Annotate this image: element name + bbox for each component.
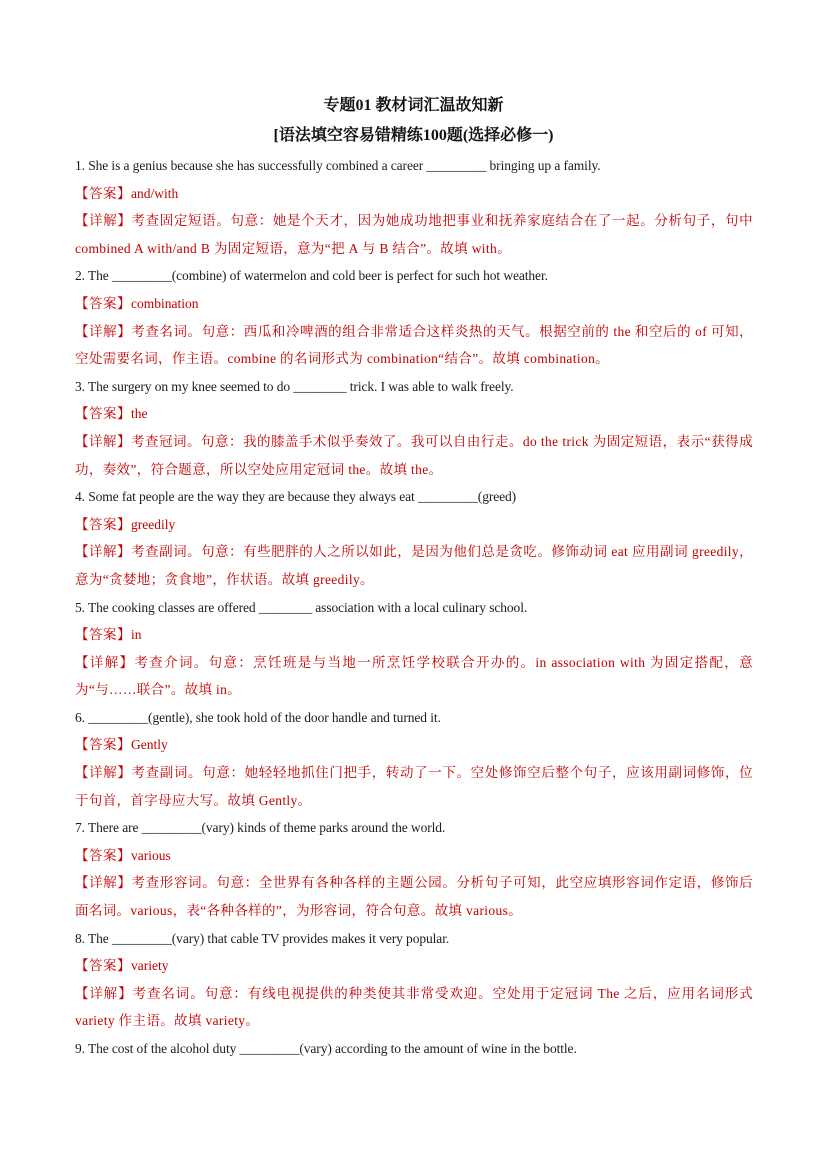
page-title: 专题01 教材词汇温故知新	[323, 97, 504, 114]
question-text: 2. The _________(combine) of watermelon and cold beer is perfect for such hot weather.	[75, 268, 548, 284]
detail-paragraph	[75, 538, 753, 593]
answer-value: combination	[131, 295, 199, 311]
answer-label: 【答案】	[75, 185, 131, 201]
answer-line	[75, 621, 753, 649]
detail-text: 考查名词。句意：有线电视提供的种类使其非常受欢迎。空处用于定冠词 The 之后，应用名词形式 variety 作主语。故填 variety。	[75, 985, 754, 1029]
detail-text: 考查名词。句意：西瓜和冷啤酒的组合非常适合这样炎热的天气。根据空前的 the 和空后的 of 可知，空处需要名词，作主语。combine 的名词形式为 combination“结合”。故填 combination。	[75, 323, 753, 367]
answer-label: 【答案】	[75, 847, 131, 863]
answer-label: 【答案】	[75, 295, 131, 311]
question-text: 7. There are _________(vary) kinds of theme parks around the world.	[75, 820, 446, 836]
question-text: 1. She is a genius because she has successfully combined a career _________ bringing up a family.	[75, 158, 601, 173]
answer-line	[75, 290, 753, 318]
answer-value: the	[131, 406, 148, 422]
detail-label: 【详解】	[75, 985, 133, 1001]
question-text: 8. The _________(vary) that cable TV provides makes it very popular.	[75, 930, 450, 946]
question-text: 6. _________(gentle), she took hold of the door handle and turned it.	[75, 709, 441, 725]
answer-line	[75, 400, 753, 428]
answer-line	[75, 842, 753, 870]
detail-label: 【详解】	[75, 765, 132, 781]
question-text: 9. The cost of the alcohol duty _________(vary) according to the amount of wine in the bottle.	[75, 1041, 577, 1056]
question-text: 3. The surgery on my knee seemed to do ________ trick. I was able to walk freely.	[75, 378, 514, 394]
detail-label: 【详解】	[75, 213, 132, 229]
detail-text: 考查形容词。句意：全世界有各种各样的主题公园。分析句子可知，此空应填形容词作定语，修饰后面名词。various，表“各种各样的”，为形容词，符合句意。故填 various。	[75, 875, 753, 919]
answer-label: 【答案】	[75, 516, 131, 532]
detail-label: 【详解】	[75, 323, 132, 339]
detail-label: 【详解】	[75, 544, 132, 560]
answer-value: greedily	[131, 516, 176, 532]
detail-text: 考查副词。句意：有些肥胖的人之所以如此，是因为他们总是贪吃。修饰动词 eat 应用副词 greedily，意为“贪婪地；贪食地”，作状语。故填 greedily。	[75, 544, 754, 587]
answer-label: 【答案】	[75, 958, 131, 974]
answer-value: various	[131, 847, 171, 863]
detail-paragraph	[75, 759, 753, 814]
answer-line	[75, 180, 753, 208]
detail-paragraph	[75, 318, 753, 373]
detail-label: 【详解】	[75, 875, 132, 891]
answer-value: Gently	[131, 737, 168, 753]
answer-value: and/with	[131, 185, 179, 201]
detail-paragraph	[75, 428, 753, 483]
detail-text: 考查副词。句意：她轻轻地抓住门把手，转动了一下。空处修饰空后整个句子，应该用副词修饰，位于句首，首字母应大写。故填 Gently。	[75, 765, 753, 808]
answer-value: variety	[131, 958, 169, 974]
page-subtitle: [语法填空容易错精练100题(选择必修一)	[273, 127, 554, 144]
answer-line	[75, 511, 753, 539]
detail-text: 考查冠词。句意：我的膝盖手术似乎奏效了。我可以自由行走。do the trick 为固定短语，表示“获得成功，奏效”，符合题意，所以空处应用定冠词 the。故填 the。	[75, 433, 753, 477]
answer-value: in	[131, 627, 142, 643]
detail-paragraph	[75, 649, 753, 704]
question-list	[75, 152, 753, 1063]
detail-paragraph	[75, 980, 753, 1035]
answer-label: 【答案】	[75, 627, 131, 643]
answer-label: 【答案】	[75, 737, 131, 753]
detail-paragraph	[75, 207, 753, 262]
detail-text: 考查介词。句意：烹饪班是与当地一所烹饪学校联合开办的。in association with 为固定搭配，意为“与……联合”。故填 in。	[75, 654, 754, 698]
answer-label: 【答案】	[75, 406, 131, 422]
answer-line	[75, 731, 753, 759]
detail-label: 【详解】	[75, 433, 131, 449]
question-text: 5. The cooking classes are offered ________ association with a local culinary school.	[75, 599, 528, 615]
detail-label: 【详解】	[75, 654, 135, 670]
detail-text: 考查固定短语。句意：她是个天才，因为她成功地把事业和抚养家庭结合在了一起。分析句子，句中 combined A with/and B 为固定短语，意为“把 A 与 B 结合”。故填 with。	[75, 213, 753, 256]
detail-paragraph	[75, 869, 753, 924]
answer-line	[75, 952, 753, 980]
question-text: 4. Some fat people are the way they are because they always eat _________(greed)	[75, 489, 517, 505]
